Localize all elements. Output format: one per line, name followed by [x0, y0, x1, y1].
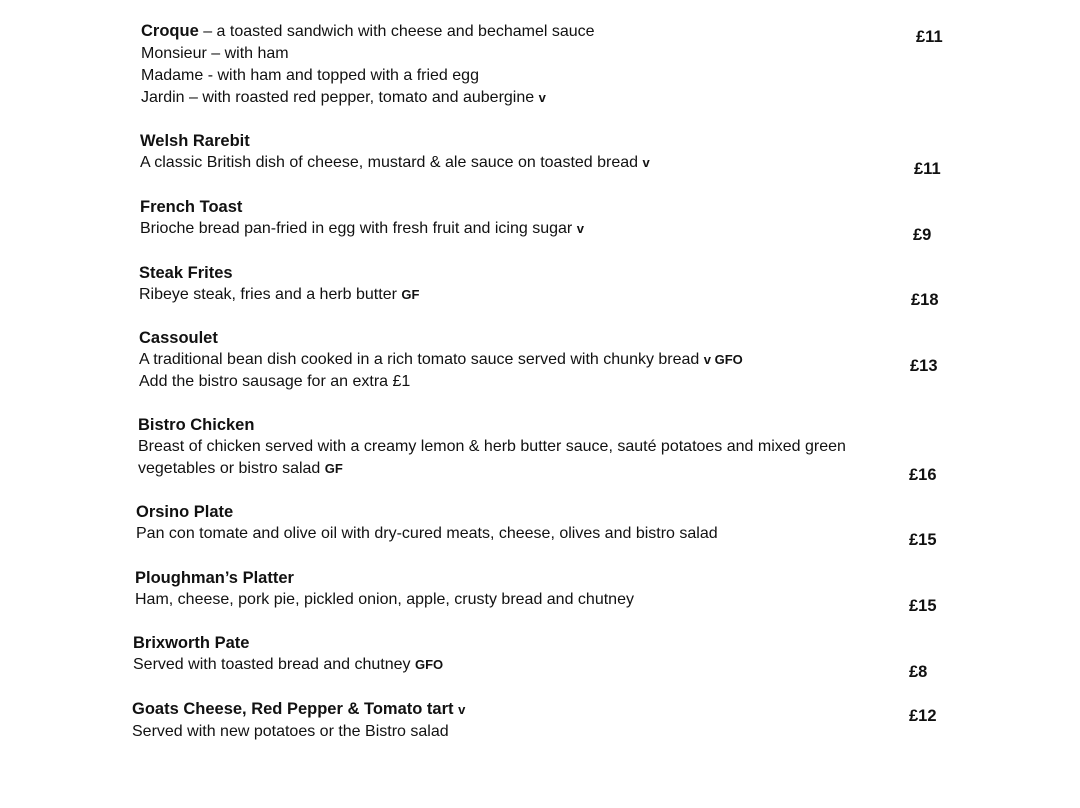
item-title: Croque — [141, 22, 199, 40]
item-title: Steak Frites — [139, 264, 233, 282]
item-price: £9 — [913, 226, 932, 244]
item-title: French Toast — [140, 198, 243, 216]
item-price: £16 — [909, 466, 937, 484]
item-extra: Add the bistro sausage for an extra £1 — [139, 373, 411, 390]
item-description: Ribeye steak, fries and a herb butter — [139, 286, 402, 303]
dietary-tag: v — [642, 155, 650, 170]
item-description: A classic British dish of cheese, mustard & ale sauce on toasted bread — [140, 154, 643, 171]
item-price: £11 — [914, 160, 941, 178]
variant-line: Monsieur – with ham — [141, 45, 289, 62]
item-description: Brioche bread pan-fried in egg with fresh fruit and icing sugar — [140, 220, 577, 237]
item-description: Breast of chicken served with a creamy lemon & herb butter sauce, sauté potatoes and mixed green vegetables or bistro salad — [138, 438, 846, 477]
item-price: £15 — [909, 531, 937, 549]
item-title: Brixworth Pate — [133, 634, 250, 652]
item-price: £13 — [910, 357, 938, 375]
item-price: £8 — [909, 663, 928, 681]
item-title: Orsino Plate — [136, 503, 234, 521]
item-description: Pan con tomate and olive oil with dry-cured meats, cheese, olives and bistro salad — [136, 525, 718, 542]
menu-item-brixworth-pate — [133, 632, 1073, 676]
item-description: Served with toasted bread and chutney — [133, 656, 415, 673]
item-title-desc: – a toasted sandwich with cheese and bechamel sauce — [198, 23, 595, 40]
item-description: Served with new potatoes or the Bistro salad — [132, 723, 449, 740]
menu-item-french-toast — [140, 196, 1080, 240]
dietary-tag: GF — [401, 287, 420, 302]
dietary-tag: GF — [324, 461, 343, 476]
item-title: Goats Cheese, Red Pepper & Tomato tart — [132, 700, 459, 718]
item-title: Welsh Rarebit — [140, 132, 250, 150]
menu-item-cassoulet — [139, 327, 1079, 393]
item-price: £18 — [911, 291, 939, 309]
item-title: Ploughman’s Platter — [135, 569, 294, 587]
item-price: £11 — [916, 28, 943, 46]
variant-line: Madame - with ham and topped with a fried egg — [141, 67, 479, 84]
variant-line: Jardin – with roasted red pepper, tomato and aubergine — [141, 89, 539, 106]
dietary-tag: v — [576, 221, 584, 236]
item-title: Cassoulet — [139, 329, 218, 347]
dietary-tag: v — [458, 702, 466, 717]
dietary-tag: v GFO — [703, 352, 743, 367]
dietary-tag: GFO — [414, 657, 444, 672]
dietary-tag: v — [538, 90, 546, 105]
item-title: Bistro Chicken — [138, 416, 255, 434]
item-description: Ham, cheese, pork pie, pickled onion, apple, crusty bread and chutney — [135, 591, 634, 608]
menu-item-bistro-chicken — [138, 414, 1078, 480]
item-price: £12 — [909, 707, 937, 725]
item-description: A traditional bean dish cooked in a rich tomato sauce served with chunky bread — [139, 351, 704, 368]
item-price: £15 — [909, 597, 937, 615]
